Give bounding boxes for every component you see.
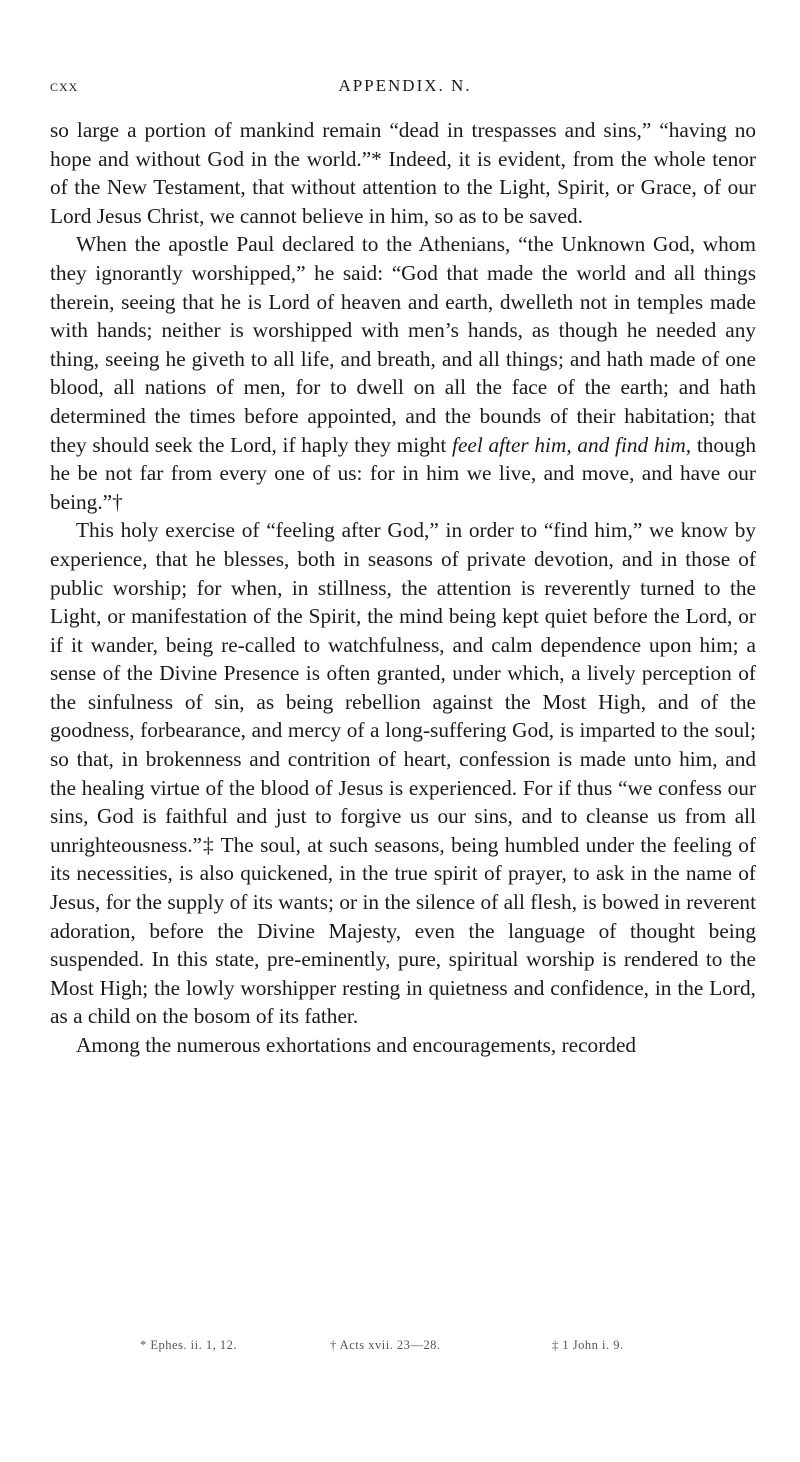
body-text <box>50 116 756 1060</box>
running-head <box>50 76 760 100</box>
footnote-1: * Ephes. ii. 1, 12. <box>140 1338 237 1352</box>
paragraph-text: This holy exercise of “feeling after God,” in order to “find him,” we know by experience, that he blesses, both in seasons of private devotion, and in those of public worship; for when, in stillness, the attention is reverently turned to the Light, or manifestation of the Spirit, the mind being kept quiet before the Lord, or if it wander, being re-called to watchfulness, and calm dependence upon him; a sense of the Divine Presence is often granted, under which, a lively perception of the sinfulness of sin, as being rebellion against the Most High, and of the goodness, forbearance, and mercy of a long-suffering God, is imparted to the soul; so that, in brokenness and contrition of heart, confession is made unto him, and the healing virtue of the blood of Jesus is experienced. For if thus “we confess our sins, God is faithful and just to forgive us our sins, and to cleanse us from all unrighteousness.”‡ The soul, at such seasons, being humbled under the feeling of its necessities, is also quickened, in the true spirit of prayer, to ask in the name of Jesus, for the supply of its wants; or in the silence of all flesh, is bowed in reverent adoration, before the Divine Majesty, even the language of thought being suspended. In this state, pre-eminently, pure, spiritual worship is rendered to the Most High; the lowly worshipper resting in quietness and confidence, in the Lord, as a child on the bosom of its father. <box>50 518 756 1029</box>
paragraph-text: so large a portion of mankind remain “dead in trespasses and sins,” “having no hope and without God in the world.”* Indeed, it is evident, from the whole tenor of the New Testament, that without attention to the Light, Spirit, or Grace, of our Lord Jesus Christ, we cannot believe in him, so as to be saved. <box>50 118 756 228</box>
paragraph-text: Among the numerous exhortations and encouragements, recorded <box>76 1033 637 1057</box>
paragraph-text: though he be not far from every one of us: for in him we live, and move, and have our being.”† <box>50 432 757 514</box>
paragraph-4 <box>50 1031 756 1060</box>
footnote-3: ‡ 1 John i. 9. <box>552 1338 624 1352</box>
footnote-2: † Acts xvii. 23—28. <box>330 1338 441 1352</box>
page-number: cxx <box>50 76 79 95</box>
running-title: APPENDIX. N. <box>338 76 472 95</box>
paragraph-text: When the apostle Paul declared to the Athenians, “the Unknown God, whom they ignorantly worshipped,” he said: “God that made the world and all things therein, seeing that he is Lord of heaven and earth, dwelleth not in temples made with hands; neither is worshipped with men’s hands, as though he needed any thing, seeing he giveth to all life, and breath, and all things; and hath made of one blood, all nations of men, for to dwell on all the face of the earth; and hath determined the times before appointed, and the bounds of their habitation; that they should seek the Lord, if haply they might <box>50 232 756 457</box>
paragraph-2 <box>50 230 756 516</box>
paragraph-1 <box>50 116 756 230</box>
italic-quote: feel after him, and find him, <box>452 432 692 457</box>
paragraph-3 <box>50 516 756 1031</box>
footnotes <box>140 1338 660 1358</box>
